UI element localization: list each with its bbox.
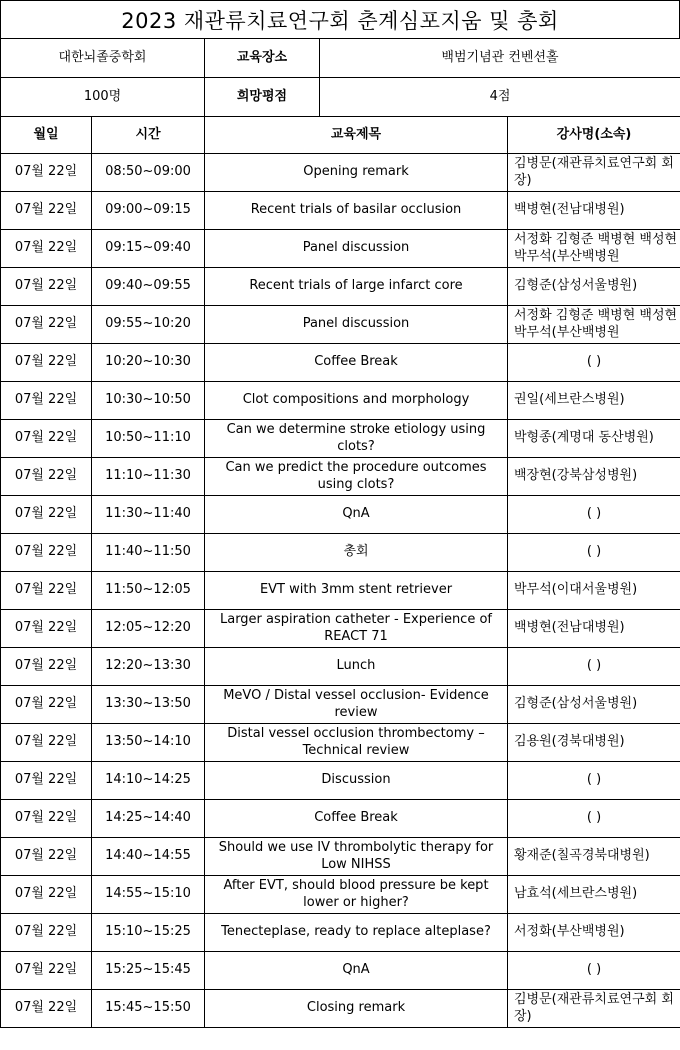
row-time: 12:05~12:20 — [92, 610, 205, 648]
table-row — [1, 344, 680, 382]
table-row — [1, 496, 680, 534]
row-topic: Can we predict the procedure outcomes using clots? — [205, 458, 508, 496]
table-row — [1, 154, 680, 192]
row-date: 07월 22일 — [1, 572, 92, 610]
table-row — [1, 610, 680, 648]
document-title: 2023 재관류치료연구회 춘계심포지움 및 총회 — [0, 0, 680, 38]
table-row — [1, 382, 680, 420]
row-date: 07월 22일 — [1, 800, 92, 838]
row-topic: 총회 — [205, 534, 508, 572]
row-topic: Tenecteplase, ready to replace alteplase? — [205, 914, 508, 952]
row-date: 07월 22일 — [1, 230, 92, 268]
row-speaker: 백장현(강북삼성병원) — [508, 458, 680, 496]
row-time: 09:00~09:15 — [92, 192, 205, 230]
table-row — [1, 192, 680, 230]
organization-name: 대한뇌졸중학회 — [1, 39, 205, 78]
row-speaker: ( ) — [508, 344, 680, 382]
score-label: 희망평점 — [205, 78, 320, 117]
row-time: 11:40~11:50 — [92, 534, 205, 572]
info-row-2 — [1, 78, 680, 117]
table-row — [1, 838, 680, 876]
row-topic: QnA — [205, 952, 508, 990]
header-speaker: 강사명(소속) — [508, 117, 680, 154]
row-date: 07월 22일 — [1, 838, 92, 876]
table-row — [1, 914, 680, 952]
row-speaker: 서정화(부산백병원) — [508, 914, 680, 952]
row-date: 07월 22일 — [1, 344, 92, 382]
table-row — [1, 876, 680, 914]
row-date: 07월 22일 — [1, 952, 92, 990]
row-speaker: 김용원(경북대병원) — [508, 724, 680, 762]
header-date: 월일 — [1, 117, 92, 154]
table-row — [1, 800, 680, 838]
row-speaker: 김병문(재관류치료연구회 회장) — [508, 990, 680, 1028]
row-time: 15:45~15:50 — [92, 990, 205, 1028]
row-time: 10:20~10:30 — [92, 344, 205, 382]
row-topic: Should we use IV thrombolytic therapy for Low NIHSS — [205, 838, 508, 876]
table-row — [1, 724, 680, 762]
row-speaker: 박형종(계명대 동산병원) — [508, 420, 680, 458]
row-speaker: 김병문(재관류치료연구회 회장) — [508, 154, 680, 192]
row-speaker: 서정화 김형준 백병현 백성현 박무석(부산백병원 — [508, 230, 680, 268]
row-topic: Clot compositions and morphology — [205, 382, 508, 420]
row-topic: Closing remark — [205, 990, 508, 1028]
row-topic: EVT with 3mm stent retriever — [205, 572, 508, 610]
row-date: 07월 22일 — [1, 724, 92, 762]
row-topic: Panel discussion — [205, 230, 508, 268]
row-speaker: ( ) — [508, 952, 680, 990]
table-row — [1, 952, 680, 990]
row-date: 07월 22일 — [1, 914, 92, 952]
row-topic: Panel discussion — [205, 306, 508, 344]
row-speaker: ( ) — [508, 800, 680, 838]
row-time: 12:20~13:30 — [92, 648, 205, 686]
row-time: 14:40~14:55 — [92, 838, 205, 876]
row-time: 09:55~10:20 — [92, 306, 205, 344]
header-topic: 교육제목 — [205, 117, 508, 154]
row-date: 07월 22일 — [1, 458, 92, 496]
row-topic: After EVT, should blood pressure be kept lower or higher? — [205, 876, 508, 914]
row-time: 13:50~14:10 — [92, 724, 205, 762]
row-date: 07월 22일 — [1, 306, 92, 344]
row-time: 15:10~15:25 — [92, 914, 205, 952]
row-topic: Recent trials of large infarct core — [205, 268, 508, 306]
row-time: 14:55~15:10 — [92, 876, 205, 914]
row-date: 07월 22일 — [1, 686, 92, 724]
table-row — [1, 648, 680, 686]
row-topic: Can we determine stroke etiology using clots? — [205, 420, 508, 458]
row-speaker: ( ) — [508, 496, 680, 534]
row-speaker: 김형준(삼성서울병원) — [508, 268, 680, 306]
row-time: 11:50~12:05 — [92, 572, 205, 610]
row-time: 08:50~09:00 — [92, 154, 205, 192]
row-speaker: 박무석(이대서울병원) — [508, 572, 680, 610]
row-time: 14:25~14:40 — [92, 800, 205, 838]
table-row — [1, 230, 680, 268]
table-row — [1, 990, 680, 1028]
row-speaker: ( ) — [508, 534, 680, 572]
row-date: 07월 22일 — [1, 192, 92, 230]
row-date: 07월 22일 — [1, 762, 92, 800]
schedule-table — [0, 38, 680, 1028]
row-topic: Coffee Break — [205, 800, 508, 838]
row-speaker: 황재준(칠곡경북대병원) — [508, 838, 680, 876]
table-row — [1, 762, 680, 800]
row-date: 07월 22일 — [1, 382, 92, 420]
row-date: 07월 22일 — [1, 876, 92, 914]
row-date: 07월 22일 — [1, 648, 92, 686]
row-topic: Larger aspiration catheter - Experience of REACT 71 — [205, 610, 508, 648]
table-row — [1, 306, 680, 344]
place-value: 백범기념관 컨벤션홀 — [320, 39, 680, 78]
table-row — [1, 268, 680, 306]
attendee-count: 100명 — [1, 78, 205, 117]
place-label: 교육장소 — [205, 39, 320, 78]
table-header-row — [1, 117, 680, 154]
row-topic: MeVO / Distal vessel occlusion- Evidence review — [205, 686, 508, 724]
row-topic: Coffee Break — [205, 344, 508, 382]
row-speaker: 서정화 김형준 백병현 백성현 박무석(부산백병원 — [508, 306, 680, 344]
row-speaker: 권일(세브란스병원) — [508, 382, 680, 420]
table-row — [1, 572, 680, 610]
table-row — [1, 420, 680, 458]
row-date: 07월 22일 — [1, 154, 92, 192]
row-time: 10:50~11:10 — [92, 420, 205, 458]
row-date: 07월 22일 — [1, 496, 92, 534]
table-row — [1, 458, 680, 496]
info-row-1 — [1, 39, 680, 78]
row-date: 07월 22일 — [1, 268, 92, 306]
table-row — [1, 534, 680, 572]
row-date: 07월 22일 — [1, 610, 92, 648]
row-topic: Distal vessel occlusion thrombectomy – Technical review — [205, 724, 508, 762]
row-topic: Opening remark — [205, 154, 508, 192]
row-time: 11:30~11:40 — [92, 496, 205, 534]
row-speaker: ( ) — [508, 762, 680, 800]
row-time: 11:10~11:30 — [92, 458, 205, 496]
row-speaker: 백병현(전남대병원) — [508, 610, 680, 648]
row-time: 09:15~09:40 — [92, 230, 205, 268]
row-time: 09:40~09:55 — [92, 268, 205, 306]
header-time: 시간 — [92, 117, 205, 154]
row-topic: Discussion — [205, 762, 508, 800]
score-value: 4점 — [320, 78, 680, 117]
row-speaker: 백병현(전남대병원) — [508, 192, 680, 230]
row-time: 13:30~13:50 — [92, 686, 205, 724]
row-time: 10:30~10:50 — [92, 382, 205, 420]
row-speaker: 김형준(삼성서울병원) — [508, 686, 680, 724]
row-date: 07월 22일 — [1, 534, 92, 572]
row-topic: Recent trials of basilar occlusion — [205, 192, 508, 230]
row-date: 07월 22일 — [1, 990, 92, 1028]
row-speaker: 남효석(세브란스병원) — [508, 876, 680, 914]
table-row — [1, 686, 680, 724]
row-date: 07월 22일 — [1, 420, 92, 458]
row-time: 14:10~14:25 — [92, 762, 205, 800]
row-topic: Lunch — [205, 648, 508, 686]
row-topic: QnA — [205, 496, 508, 534]
row-time: 15:25~15:45 — [92, 952, 205, 990]
row-speaker: ( ) — [508, 648, 680, 686]
